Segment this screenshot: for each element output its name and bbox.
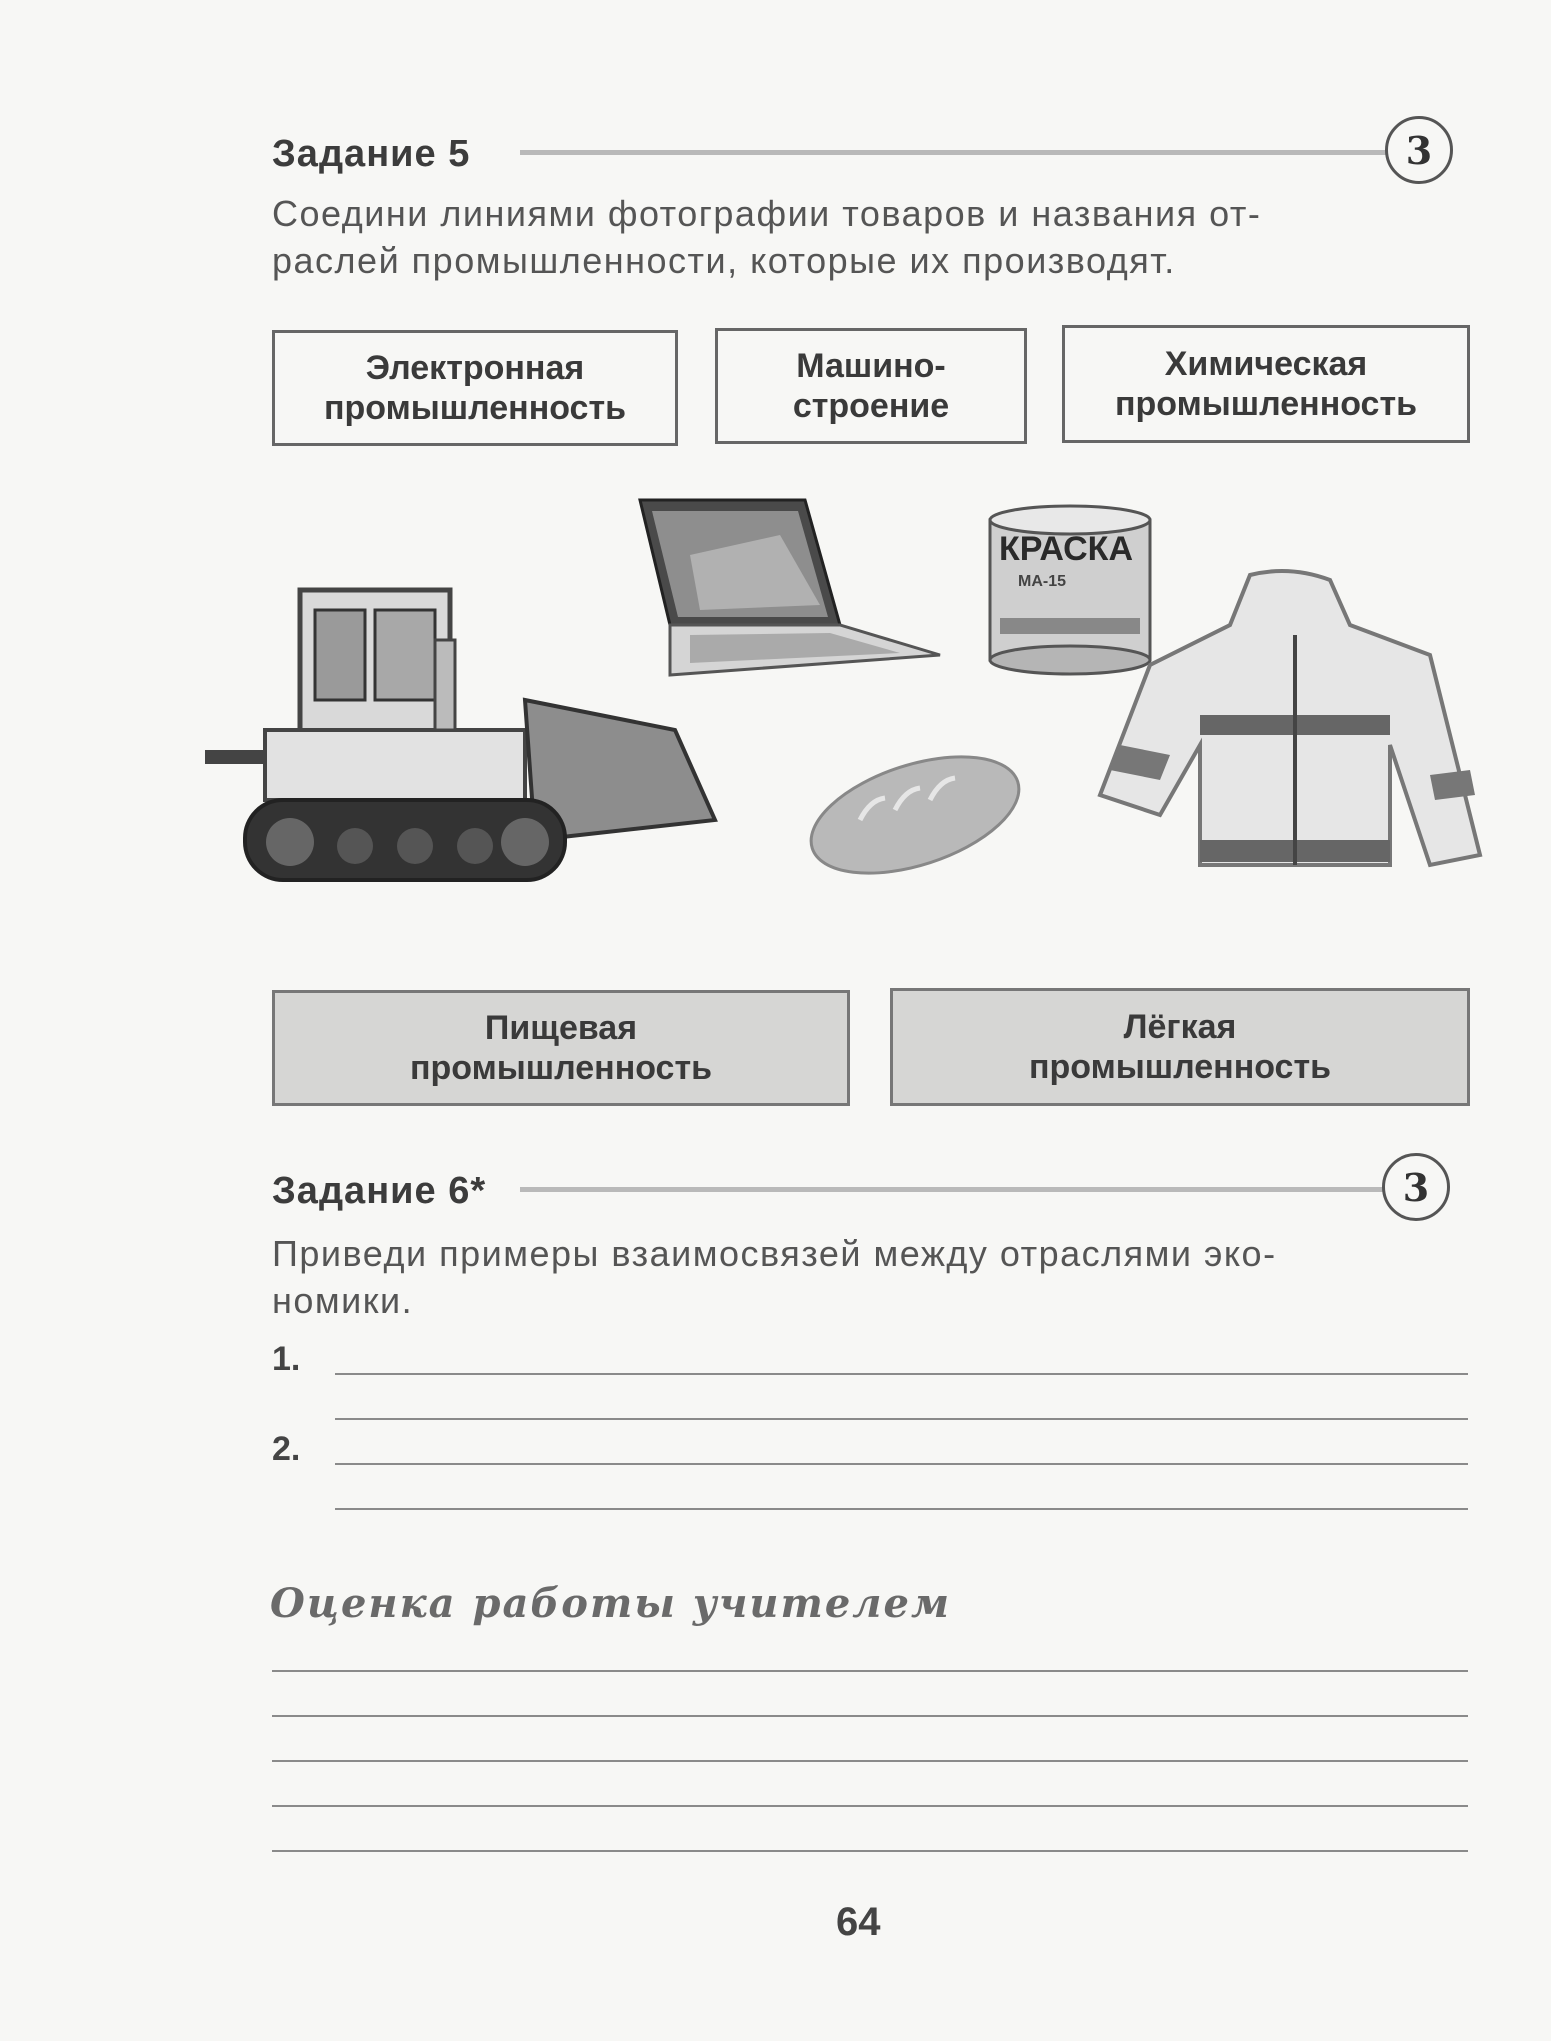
box-machine-building[interactable] xyxy=(715,328,1027,444)
box-electronic-line2: промышленность xyxy=(323,389,627,427)
answer-number-1: 1. xyxy=(272,1340,301,1378)
box-electronic-line1: Электронная xyxy=(365,349,585,387)
box-electronic-industry[interactable] xyxy=(272,330,678,446)
answer-number-2: 2. xyxy=(272,1430,301,1468)
answer-line-1b[interactable] xyxy=(335,1418,1468,1420)
evaluation-line-3[interactable] xyxy=(272,1760,1468,1762)
box-light-line2: промышленность xyxy=(1028,1048,1332,1086)
paint-can-code: МА-15 xyxy=(1018,573,1067,590)
task5-rule xyxy=(520,150,1390,155)
jacket-image[interactable] xyxy=(1090,565,1490,885)
evaluation-line-5[interactable] xyxy=(272,1850,1468,1852)
box-machine-line1: Машино- xyxy=(796,347,946,385)
box-food-industry[interactable] xyxy=(272,990,850,1106)
box-food-line2: промышленность xyxy=(409,1049,713,1087)
task5-title: Задание 5 xyxy=(272,133,471,175)
box-machine-line2: строение xyxy=(792,387,950,425)
answer-line-1a[interactable] xyxy=(335,1373,1468,1375)
box-light-line1: Лёгкая xyxy=(1123,1008,1237,1046)
paint-can-label: КРАСКА xyxy=(998,530,1134,568)
answer-line-2b[interactable] xyxy=(335,1508,1468,1510)
box-chemical-industry[interactable] xyxy=(1062,325,1470,443)
box-chemical-line2: промышленность xyxy=(1114,385,1418,423)
laptop-image[interactable] xyxy=(630,495,950,685)
evaluation-line-2[interactable] xyxy=(272,1715,1468,1717)
task6-title: Задание 6* xyxy=(272,1170,487,1212)
evaluation-line-4[interactable] xyxy=(272,1805,1468,1807)
box-light-industry[interactable] xyxy=(890,988,1470,1106)
answer-line-2a[interactable] xyxy=(335,1463,1468,1465)
box-chemical-line1: Химическая xyxy=(1164,345,1368,383)
task5-score-circle: 3 xyxy=(1385,116,1453,184)
bread-image[interactable] xyxy=(800,750,1030,880)
task5-instruction-line2: раслей промышленности, которые их производят. xyxy=(272,240,1176,281)
task6-score-circle: 3 xyxy=(1382,1153,1450,1221)
task5-instruction-line1: Соедини линиями фотографии товаров и названия от- xyxy=(272,193,1262,234)
task6-rule xyxy=(520,1187,1390,1192)
task6-instruction-line1: Приведи примеры взаимосвязей между отраслями эко- xyxy=(272,1233,1277,1274)
box-food-line1: Пищевая xyxy=(484,1009,638,1047)
evaluation-title: Оценка работы учителем xyxy=(270,1580,952,1627)
task6-instruction-line2: номики. xyxy=(272,1280,414,1321)
evaluation-line-1[interactable] xyxy=(272,1670,1468,1672)
page-number: 64 xyxy=(836,1900,881,1944)
